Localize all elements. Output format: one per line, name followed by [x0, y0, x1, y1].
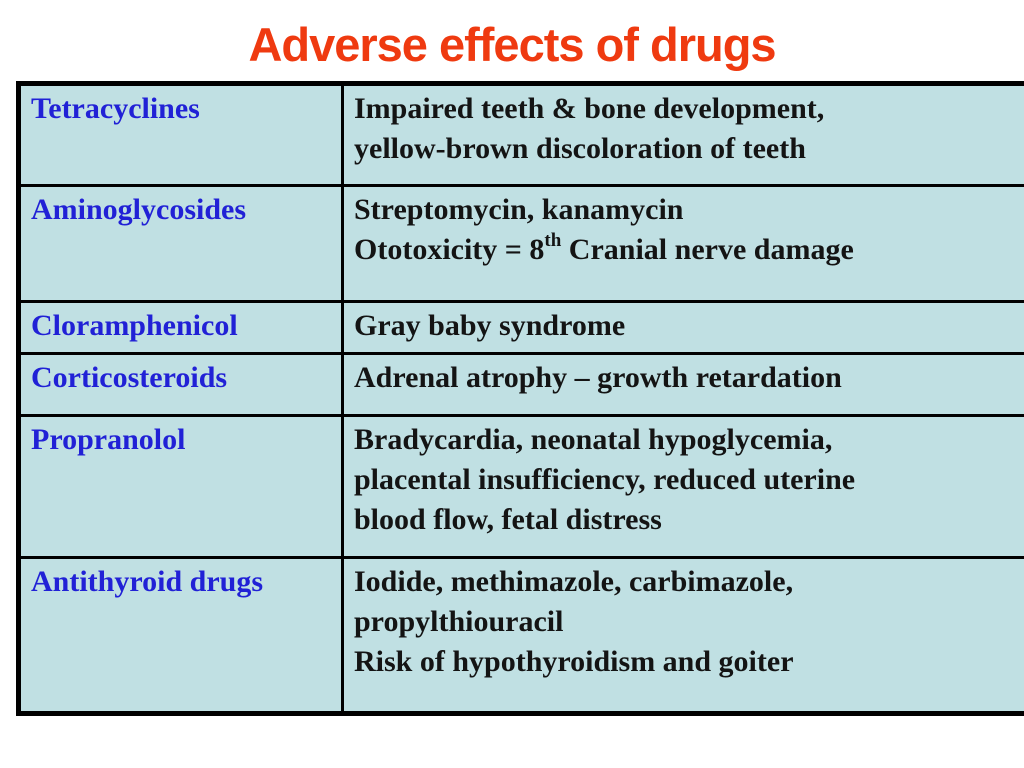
effect-line: Risk of hypothyroidism and goiter [354, 645, 794, 678]
adverse-effects-table [16, 81, 1024, 716]
slide-title: Adverse effects of drugs [248, 18, 776, 71]
effect-line: propylthiouracil [354, 605, 564, 638]
drug-name-cell [19, 354, 343, 416]
drug-name: Corticosteroids [31, 361, 228, 394]
drug-name-cell [19, 302, 343, 354]
drug-name-cell [19, 186, 343, 302]
effect-line: Streptomycin, kanamycin [354, 193, 684, 226]
table-row [19, 302, 1024, 354]
table-row [19, 354, 1024, 416]
effect-cell [343, 416, 1024, 558]
effect-cell [343, 354, 1024, 416]
drug-name: Antithyroid drugs [31, 565, 264, 598]
table-row [19, 558, 1024, 714]
effect-line: Gray baby syndrome [354, 309, 626, 342]
effect-line: Impaired teeth & bone development, [354, 92, 825, 125]
effect-cell [343, 186, 1024, 302]
table-row [19, 186, 1024, 302]
drug-name: Cloramphenicol [31, 309, 238, 342]
drug-name-cell [19, 84, 343, 186]
effect-line: blood flow, fetal distress [354, 503, 662, 536]
drug-name-cell [19, 558, 343, 714]
drug-name: Aminoglycosides [31, 193, 247, 226]
effect-cell [343, 302, 1024, 354]
effect-line: yellow-brown discoloration of teeth [354, 132, 806, 165]
drug-name: Tetracyclines [31, 92, 200, 125]
effect-line: Iodide, methimazole, carbimazole, [354, 565, 794, 598]
effect-line: Bradycardia, neonatal hypoglycemia, [354, 423, 833, 456]
effect-line [354, 230, 1015, 270]
effect-line: placental insufficiency, reduced uterine [354, 463, 856, 496]
drug-name-cell [19, 416, 343, 558]
table-row [19, 84, 1024, 186]
drug-name: Propranolol [31, 423, 186, 456]
effect-cell [343, 558, 1024, 714]
effect-line-segment: Ototoxicity = 8 [354, 233, 545, 266]
effect-cell [343, 84, 1024, 186]
superscript-th: th [544, 230, 562, 251]
effect-line: Adrenal atrophy – growth retardation [354, 361, 842, 394]
effect-line-segment: Cranial nerve damage [561, 233, 854, 266]
table-row [19, 416, 1024, 558]
